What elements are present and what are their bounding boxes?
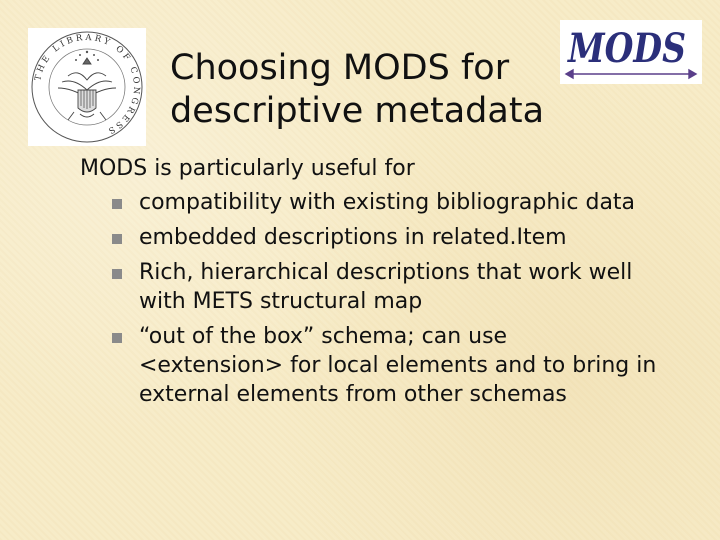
bullet-text: Rich, hierarchical descriptions that work well <box>139 260 633 285</box>
mods-logo-text: MODS <box>566 25 686 72</box>
title-line-1: Choosing MODS for <box>170 48 510 88</box>
square-bullet-icon <box>112 199 122 209</box>
intro-text: MODS is particularly useful for <box>80 156 415 181</box>
bullet-item-3 <box>112 258 712 316</box>
page-title <box>170 47 560 133</box>
square-bullet-icon <box>112 234 122 244</box>
bullet-text: external elements from other schemas <box>139 382 567 407</box>
bullet-text: embedded descriptions in related.Item <box>139 225 567 250</box>
library-of-congress-seal-icon <box>28 28 146 146</box>
bullet-text: “out of the box” schema; can use <box>139 324 508 349</box>
bullet-item-4 <box>112 322 712 409</box>
bullet-item-2 <box>112 223 712 252</box>
square-bullet-icon <box>112 269 122 279</box>
bullet-list <box>112 188 712 415</box>
title-line-2: descriptive metadata <box>170 91 545 131</box>
square-bullet-icon <box>112 333 122 343</box>
bullet-text: with METS structural map <box>139 289 423 314</box>
seal-text: THE LIBRARY OF CONGRESS <box>33 32 142 137</box>
bullet-text: <extension> for local elements and to bring in <box>139 353 657 378</box>
mods-logo-icon <box>560 20 702 84</box>
bullet-text: compatibility with existing bibliographic data <box>139 190 636 215</box>
bullet-item-1 <box>112 188 712 217</box>
